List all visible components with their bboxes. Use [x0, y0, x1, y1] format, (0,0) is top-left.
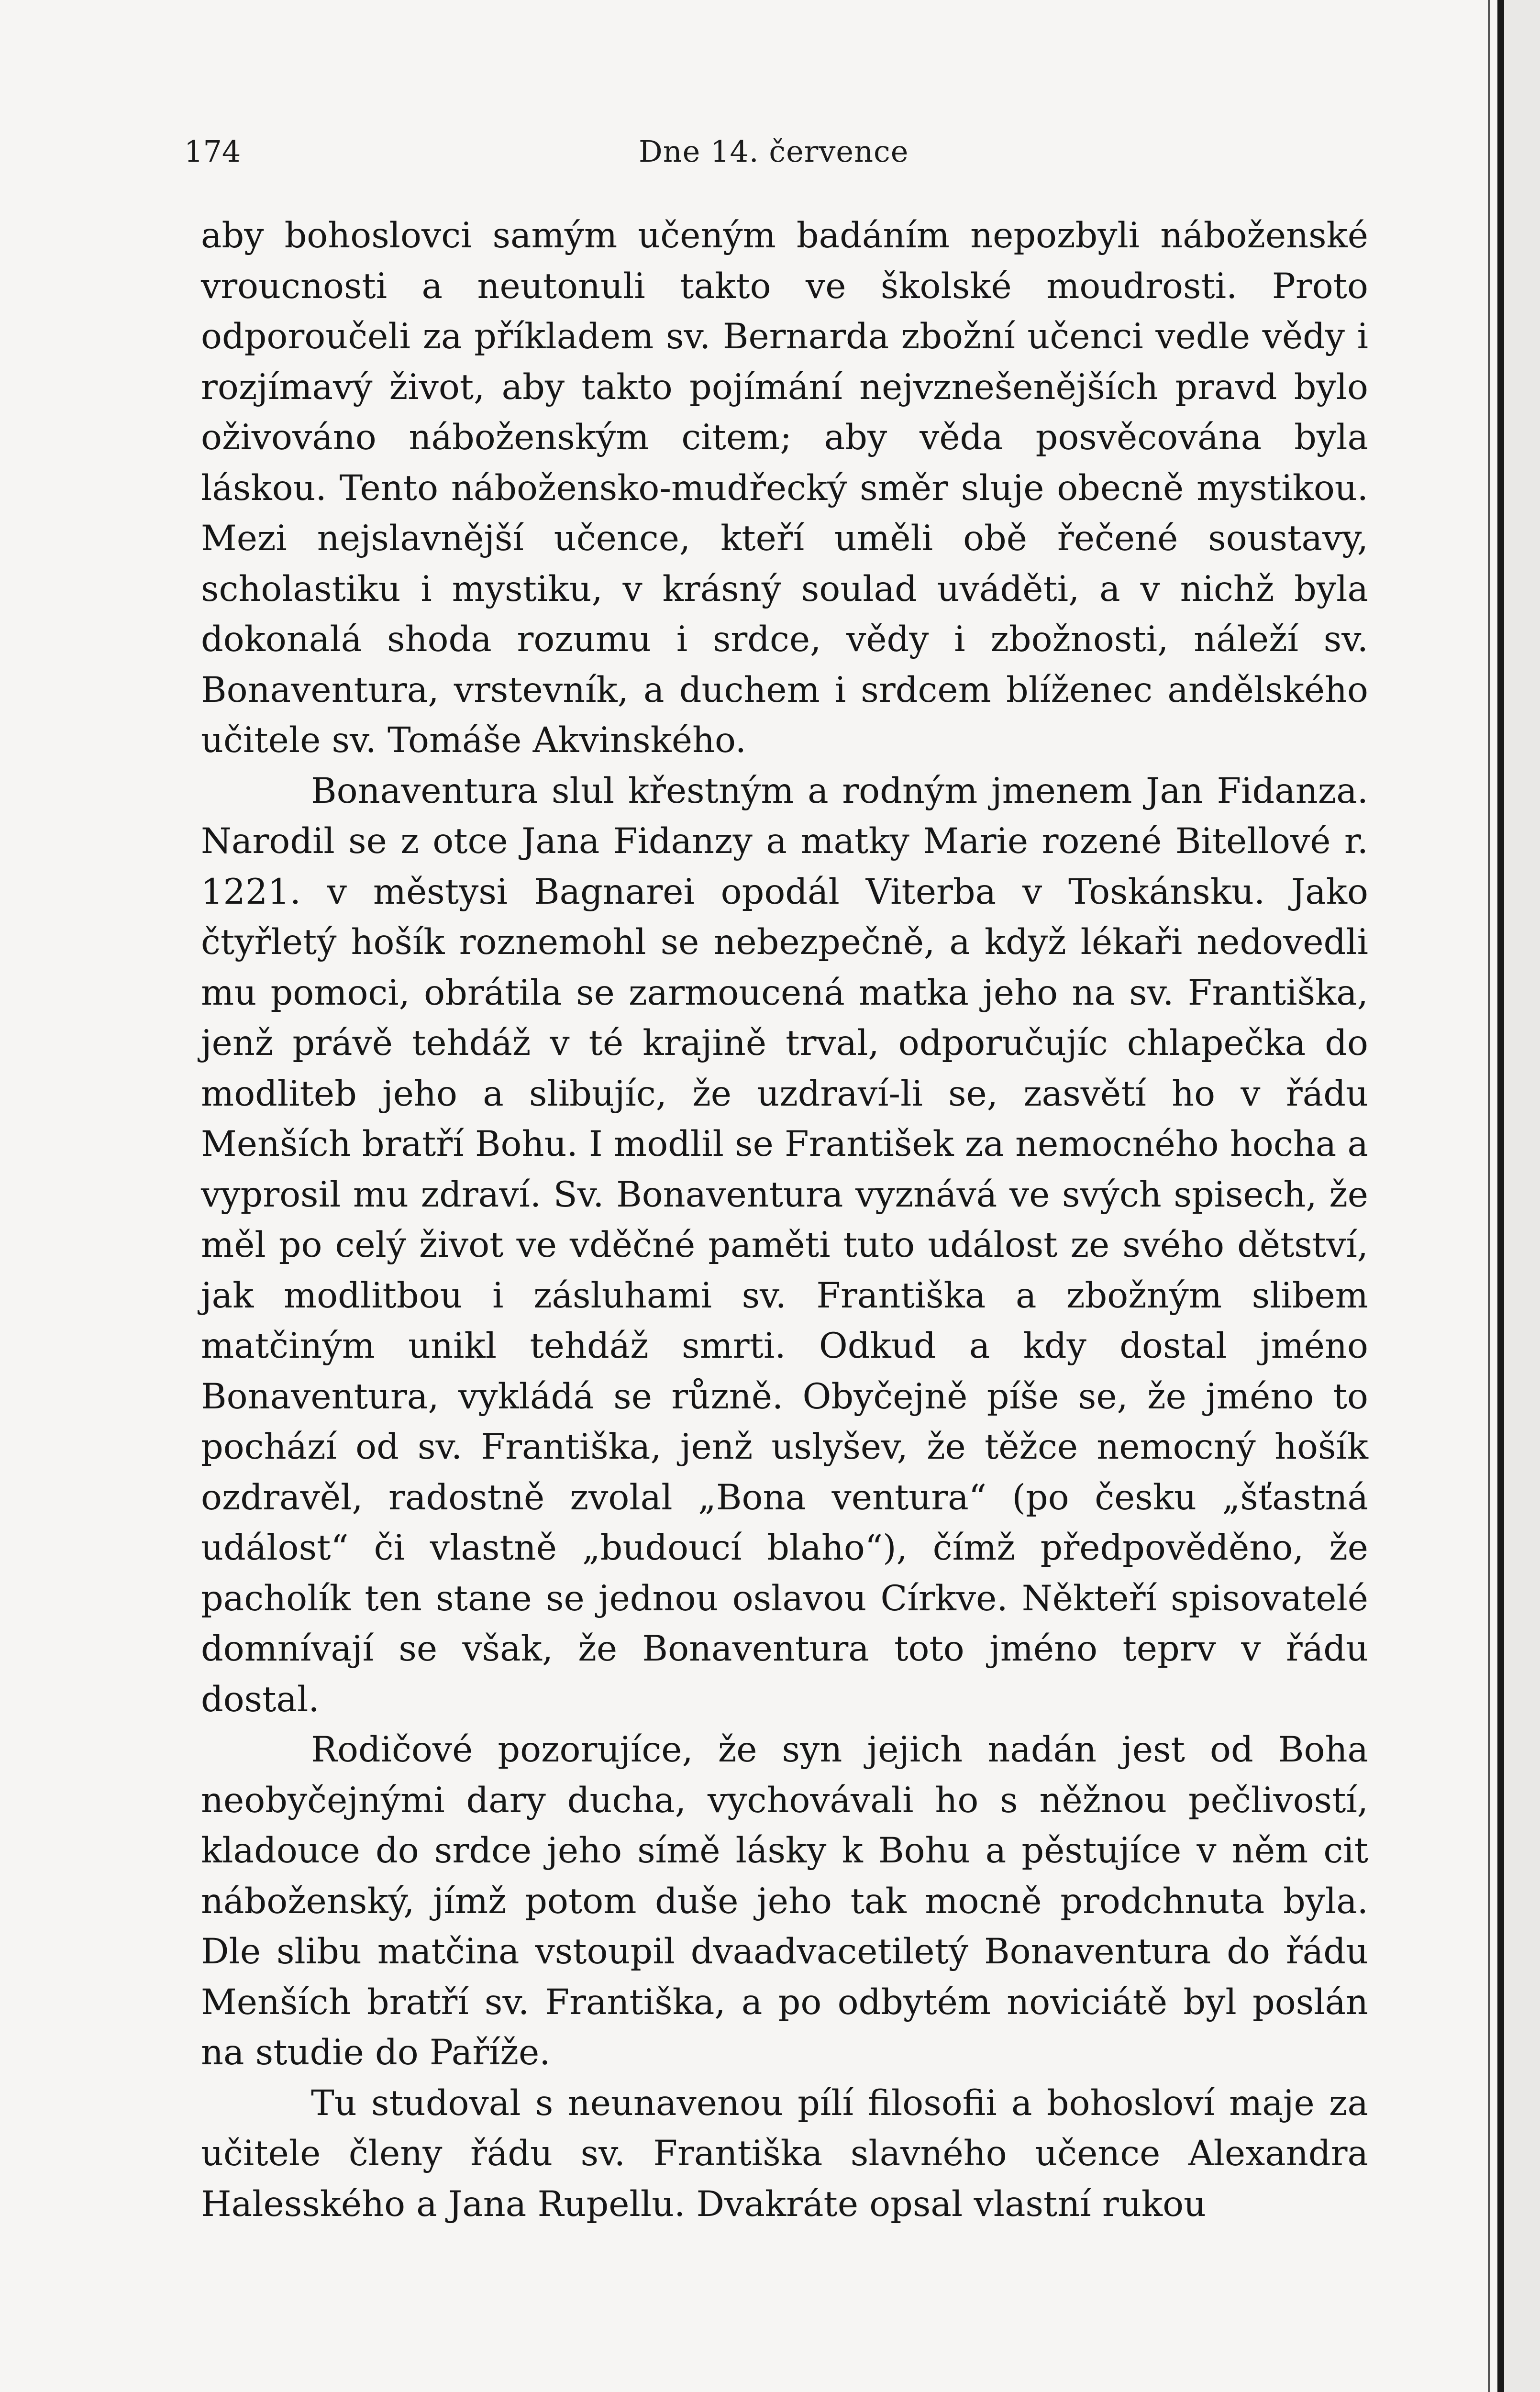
body-text	[201, 210, 1368, 2229]
running-title: Dne 14. července	[639, 134, 909, 169]
page-header	[184, 134, 1366, 177]
paragraph: Tu studoval s neunavenou pílí filosofii a bohosloví maje za učitele členy řádu sv. Františka slavného učence Alexandra Halesského a Jana Rupellu. Dvakráte opsal vlastní rukou	[201, 2082, 1368, 2225]
paragraph-continued: aby bohoslovci samým učeným badáním nepozbyli náboženské vroucnosti a neutonuli takto ve školské moudrosti. Proto odporoučeli za příkladem sv. Bernarda zbožní učenci vedle vědy i rozjímavý život, aby takto pojímání nejvznešenějších pravd bylo oživováno náboženským citem; aby věda posvěcována byla láskou. Tento nábožensko-mudřecký směr sluje obecně mystikou. Mezi nejslavnější učence, kteří uměli obě řečené soustavy, scholastiku i mystiku, v krásný soulad uváděti, a v nichž byla dokonalá shoda rozumu i srdce, vědy i zbožnosti, náleží sv. Bonaventura, vrstevník, a duchem i srdcem blíženec andělského učitele sv. Tomáše Akvinského.	[201, 215, 1368, 761]
paragraph: Rodičové pozorujíce, že syn jejich nadán jest od Boha neobyčejnými dary ducha, vychovávali ho s něžnou pečlivostí, kladouce do srdce jeho símě lásky k Bohu a pěstujíce v něm cit náboženský, jímž potom duše jeho tak mocně prodchnuta byla. Dle slibu matčina vstoupil dvaadvacetiletý Bonaventura do řádu Menších bratří sv. Františka, a po odbytém noviciátě byl poslán na studie do Paříže.	[201, 1729, 1368, 2073]
scan-border-line	[1488, 0, 1490, 2392]
scan-border-edge	[1497, 0, 1504, 2392]
page-number: 174	[184, 134, 241, 169]
scan-outer-margin	[1504, 0, 1540, 2392]
paragraph: Bonaventura slul křestným a rodným jmenem Jan Fidanza. Narodil se z otce Jana Fidanzy a matky Marie rozené Bitellové r. 1221. v městysi Bagnarei opodál Viterba v Toskánsku. Jako čtyřletý hošík roznemohl se nebezpečně, a když lékaři nedovedli mu pomoci, obrátila se zarmoucená matka jeho na sv. Františka, jenž právě tehdáž v té krajině trval, odporučujíc chlapečka do modliteb jeho a slibujíc, že uzdraví-li se, zasvětí ho v řádu Menších bratří Bohu. I modlil se František za nemocného hocha a vyprosil mu zdraví. Sv. Bonaventura vyznává ve svých spisech, že měl po celý život ve vděčné paměti tuto událost ze svého dětství, jak modlitbou i zásluhami sv. Františka a zbožným slibem matčiným unikl tehdáž smrti. Odkud a kdy dostal jméno Bonaventura, vykládá se různě. Obyčejně píše se, že jméno to pochází od sv. Františka, jenž uslyšev, že těžce nemocný hošík ozdravěl, radostně zvolal „Bona ventura“ (po česku „šťastná událost“ či vlastně „budoucí blaho“), čímž předpověděno, že pacholík ten stane se jednou oslavou Církve. Někteří spisovatelé domnívají se však, že Bonaventura toto jméno teprv v řádu dostal.	[201, 770, 1368, 1720]
